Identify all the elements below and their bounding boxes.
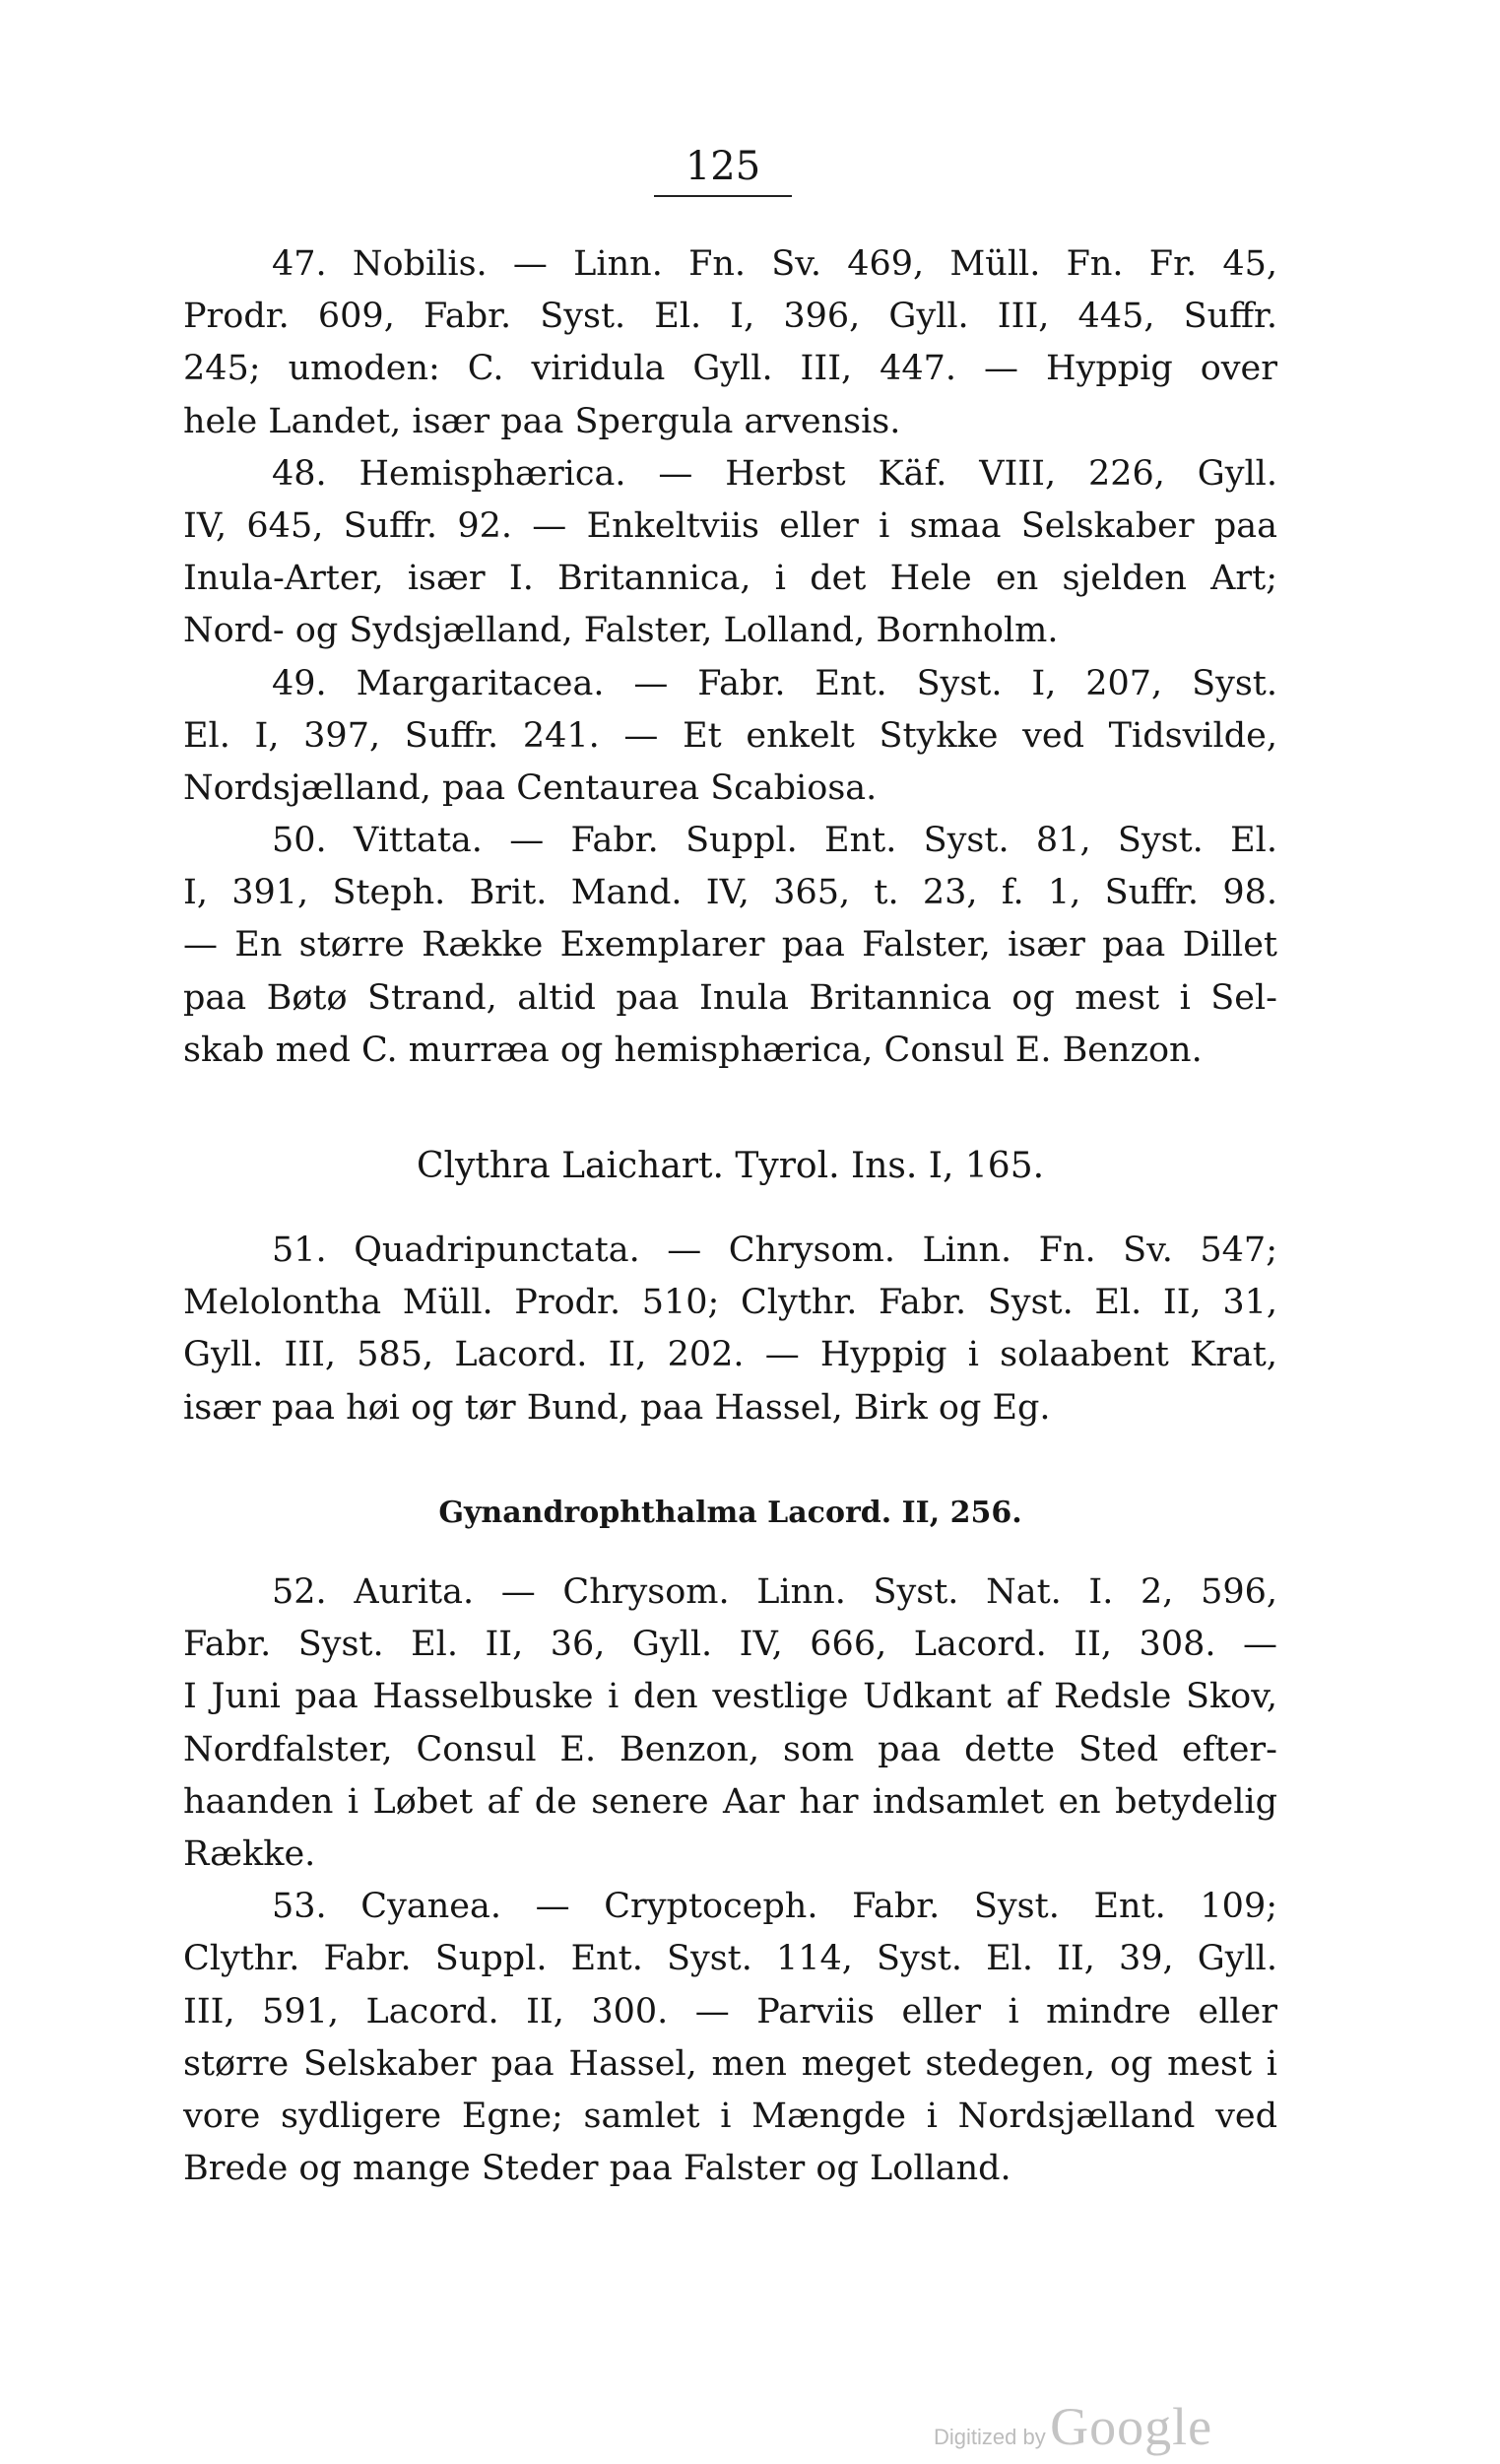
text-line: vore sydligere Egne; samlet i Mængde i Nordsjælland ved (183, 2096, 1277, 2136)
text-line: 47. Nobilis. — Linn. Fn. Sv. 469, Müll. Fn. Fr. 45, (272, 244, 1277, 284)
text-line: Nord- og Sydsjælland, Falster, Lolland, Bornholm. (183, 611, 1059, 651)
text-block-3 (183, 1566, 1277, 2195)
text-line: III, 591, Lacord. II, 300. — Parviis eller i mindre eller (183, 1991, 1277, 2031)
text-line: Nordsjælland, paa Centaurea Scabiosa. (183, 767, 878, 808)
text-line: IV, 645, Suffr. 92. — Enkeltviis eller i smaa Selskaber paa (183, 505, 1277, 546)
text-line: Prodr. 609, Fabr. Syst. El. I, 396, Gyll. III, 445, Suffr. (183, 297, 1277, 337)
text-line: I Juni paa Hasselbuske i den vestlige Udkant af Redsle Skov, (183, 1677, 1277, 1717)
text-line: Gyll. III, 585, Lacord. II, 202. — Hyppig i solaabent Krat, (183, 1335, 1277, 1375)
page-number-rule (654, 195, 792, 197)
text-line: El. I, 397, Suffr. 241. — Et enkelt Stykke ved Tidsvilde, (183, 715, 1277, 756)
text-block-1 (183, 238, 1277, 1077)
text-line: 52. Aurita. — Chrysom. Linn. Syst. Nat. I. 2, 596, (272, 1572, 1277, 1612)
text-line: Clythr. Fabr. Suppl. Ent. Syst. 114, Syst. El. II, 39, Gyll. (183, 1939, 1277, 1979)
text-line: især paa høi og tør Bund, paa Hassel, Birk og Eg. (183, 1387, 1051, 1428)
text-line: I, 391, Steph. Brit. Mand. IV, 365, t. 23, f. 1, Suffr. 98. (183, 873, 1277, 913)
digitized-watermark (934, 2396, 1212, 2455)
text-line: 50. Vittata. — Fabr. Suppl. Ent. Syst. 81, Syst. El. (272, 821, 1277, 861)
text-line: 245; umoden: C. viridula Gyll. III, 447. — Hyppig over (183, 349, 1277, 389)
text-line: skab med C. murræa og hemisphærica, Consul E. Benzon. (183, 1030, 1203, 1070)
text-line: paa Bøtø Strand, altid paa Inula Britannica og mest i Sel- (183, 977, 1277, 1018)
text-line: Melolontha Müll. Prodr. 510; Clythr. Fabr. Syst. El. II, 31, (183, 1283, 1277, 1323)
page-number: 125 (685, 144, 761, 189)
text-line: 49. Margaritacea. — Fabr. Ent. Syst. I, 207, Syst. (272, 663, 1277, 703)
text-line: — En større Række Exemplarer paa Falster, især paa Dillet (183, 925, 1277, 966)
text-line: hele Landet, især paa Spergula arvensis. (183, 401, 901, 441)
text-line: 53. Cyanea. — Cryptoceph. Fabr. Syst. Ent. 109; (272, 1887, 1277, 1927)
section-heading-gynandrophthalma: Gynandrophthalma Lacord. II, 256. (438, 1496, 1022, 1530)
text-line: Række. (183, 1833, 316, 1874)
google-logo: Google (1050, 2397, 1213, 2456)
section-heading-clythra: Clythra Laichart. Tyrol. Ins. I, 165. (416, 1146, 1045, 1186)
text-line: Inula-Arter, især I. Britannica, i det Hele en sjelden Art; (183, 559, 1277, 599)
text-line: Nordfalster, Consul E. Benzon, som paa dette Sted efter- (183, 1729, 1277, 1769)
watermark-prefix: Digitized by (934, 2425, 1046, 2449)
text-line: Fabr. Syst. El. II, 36, Gyll. IV, 666, Lacord. II, 308. — (183, 1625, 1277, 1665)
text-block-2 (183, 1225, 1277, 1434)
text-line: Brede og mange Steder paa Falster og Lolland. (183, 2149, 1011, 2189)
text-line: større Selskaber paa Hassel, men meget stedegen, og mest i (183, 2043, 1277, 2084)
text-line: 51. Quadripunctata. — Chrysom. Linn. Fn. Sv. 547; (272, 1231, 1277, 1270)
text-line: 48. Hemisphærica. — Herbst Käf. VIII, 226, Gyll. (272, 453, 1277, 494)
text-line: haanden i Løbet af de senere Aar har indsamlet en betydelig (183, 1781, 1277, 1822)
